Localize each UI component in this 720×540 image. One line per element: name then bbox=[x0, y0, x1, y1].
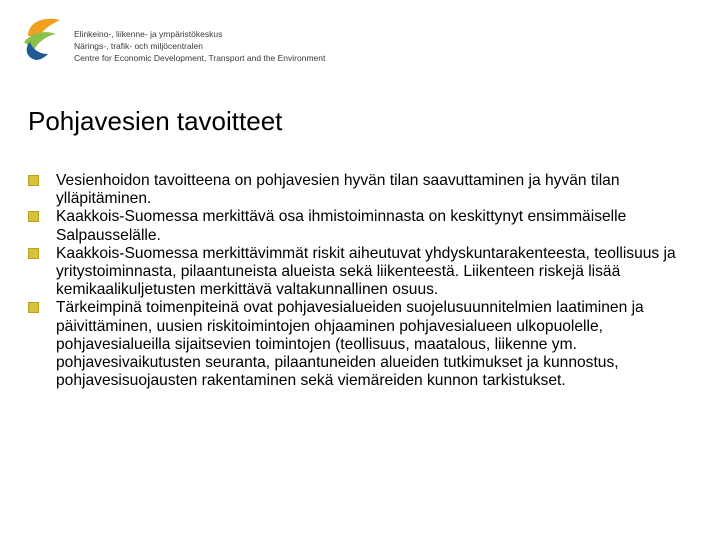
ely-logo-icon bbox=[22, 14, 64, 62]
org-name-fi: Elinkeino-, liikenne- ja ympäristökeskus bbox=[74, 29, 223, 39]
bullet-list bbox=[28, 172, 678, 390]
slide-title: Pohjavesien tavoitteet bbox=[28, 106, 283, 136]
square-bullet-icon bbox=[28, 175, 39, 186]
square-bullet-icon bbox=[28, 211, 39, 222]
organization-name bbox=[74, 28, 325, 64]
bullet-item bbox=[28, 245, 678, 300]
bullet-item bbox=[28, 208, 678, 244]
bullet-text: Tärkeimpinä toimenpiteinä ovat pohjavesialueiden suojelusuunnitelmien laatiminen ja päivittäminen, uusien riskitoimintojen ohjaaminen pohjavesialueen ulkopuolelle, pohjavesialueilla sijaitsevien toimintojen (teollisuus, maatalous, liikenne ym. pohjavesivaikutusten seuranta, pilaantuneiden alueiden tutkimukset ja kunnostus, pohjavesisuojausten rakentaminen sekä viemäreiden kunnon tarkistukset. bbox=[56, 299, 644, 390]
square-bullet-icon bbox=[28, 302, 39, 313]
bullet-text: Vesienhoidon tavoitteena on pohjavesien hyvän tilan saavuttaminen ja hyvän tilan ylläpitäminen. bbox=[56, 172, 620, 208]
bullet-text: Kaakkois-Suomessa merkittävimmät riskit aiheutuvat yhdyskuntarakenteesta, teollisuus ja yritystoiminnasta, pilaantuneista alueista sekä liikenteestä. Liikenteen riskejä lisää kemikaalikuljetusten merkittävä valtakunnallinen osuus. bbox=[56, 244, 676, 299]
org-name-en: Centre for Economic Development, Transport and the Environment bbox=[74, 53, 326, 63]
bullet-item bbox=[28, 299, 678, 390]
org-name-sv: Närings-, trafik- och miljöcentralen bbox=[74, 41, 203, 51]
bullet-text: Kaakkois-Suomessa merkittävä osa ihmistoiminnasta on keskittynyt ensimmäiselle Salpausselälle. bbox=[56, 208, 627, 244]
ely-logo bbox=[22, 14, 325, 64]
bullet-item bbox=[28, 172, 678, 208]
square-bullet-icon bbox=[28, 248, 39, 259]
